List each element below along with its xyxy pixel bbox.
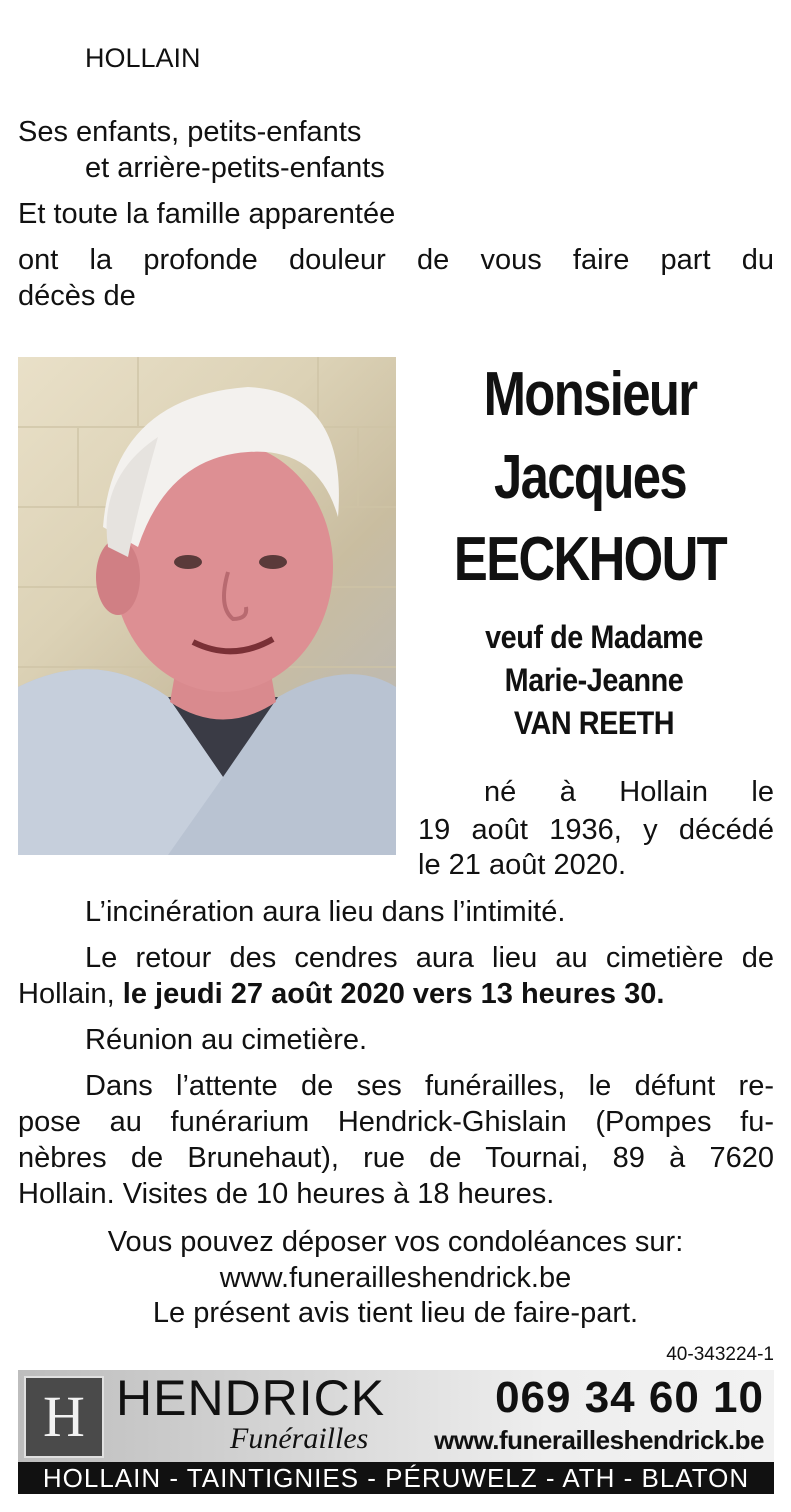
birth-line-2: 19 août 1936, y décédé (418, 814, 774, 846)
portrait-photo (18, 357, 396, 855)
intro-line-5: décès de (18, 280, 136, 312)
birth-line-1: né à Hollain le (484, 776, 774, 808)
deceased-title: Monsieur (483, 360, 697, 429)
advertiser-phone[interactable]: 069 34 60 10 (495, 1373, 764, 1422)
advertiser-website[interactable]: www.funerailleshendrick.be (434, 1425, 764, 1455)
visitation-line-1: Dans l’attente de ses funérailles, le défunt re- (85, 1070, 774, 1102)
intro-line-2: et arrière-petits-enfants (85, 152, 385, 184)
notice-statement: Le présent avis tient lieu de faire-part. (152, 1297, 639, 1329)
widow-line-1: veuf de Madame (485, 619, 703, 655)
intro-line-1: Ses enfants, petits-enfants (18, 116, 362, 148)
incineration-text: L’incinération aura lieu dans l’intimité. (85, 896, 566, 928)
widow-line-3: VAN REETH (513, 705, 675, 741)
advertiser-tagline: Funérailles (230, 1422, 369, 1455)
deceased-last-name: EECKHOUT (453, 525, 727, 594)
portrait-illustration (18, 357, 396, 855)
logo-box (24, 1376, 104, 1458)
birth-line-3: le 21 août 2020. (418, 849, 627, 881)
reference-number: 40-343224-1 (666, 1344, 774, 1365)
condolences-url[interactable]: www.funerailleshendrick.be (219, 1262, 572, 1294)
town-heading: HOLLAIN (85, 43, 201, 73)
deceased-first-name: Jacques (493, 443, 687, 512)
logo-letter: H (43, 1384, 85, 1449)
locations-bar: HOLLAIN - TAINTIGNIES - PÉRUWELZ - ATH - BLATON (18, 1462, 774, 1494)
ashes-line-1: Le retour des cendres aura lieu au cimetière de (85, 942, 774, 974)
condolences-text: Vous pouvez déposer vos condoléances sur: (107, 1226, 684, 1258)
ashes-line-2 (18, 976, 664, 1012)
advertiser-name: HENDRICK (116, 1370, 386, 1426)
visitation-line-3: nèbres de Brunehaut), rue de Tournai, 89 à 7620 (18, 1142, 774, 1174)
intro-line-4: ont la profonde douleur de vous faire part du (18, 244, 774, 276)
ashes-place: Hollain, (18, 978, 115, 1010)
visitation-line-4: Hollain. Visites de 10 heures à 18 heures. (18, 1178, 555, 1210)
cemetery-meeting: Réunion au cimetière. (85, 1024, 368, 1056)
visitation-line-2: pose au funérarium Hendrick-Ghislain (Pompes fu- (18, 1106, 774, 1138)
ashes-date: le jeudi 27 août 2020 vers 13 heures 30. (122, 978, 665, 1010)
widow-line-2: Marie-Jeanne (504, 662, 684, 698)
intro-line-3: Et toute la famille apparentée (18, 198, 396, 230)
